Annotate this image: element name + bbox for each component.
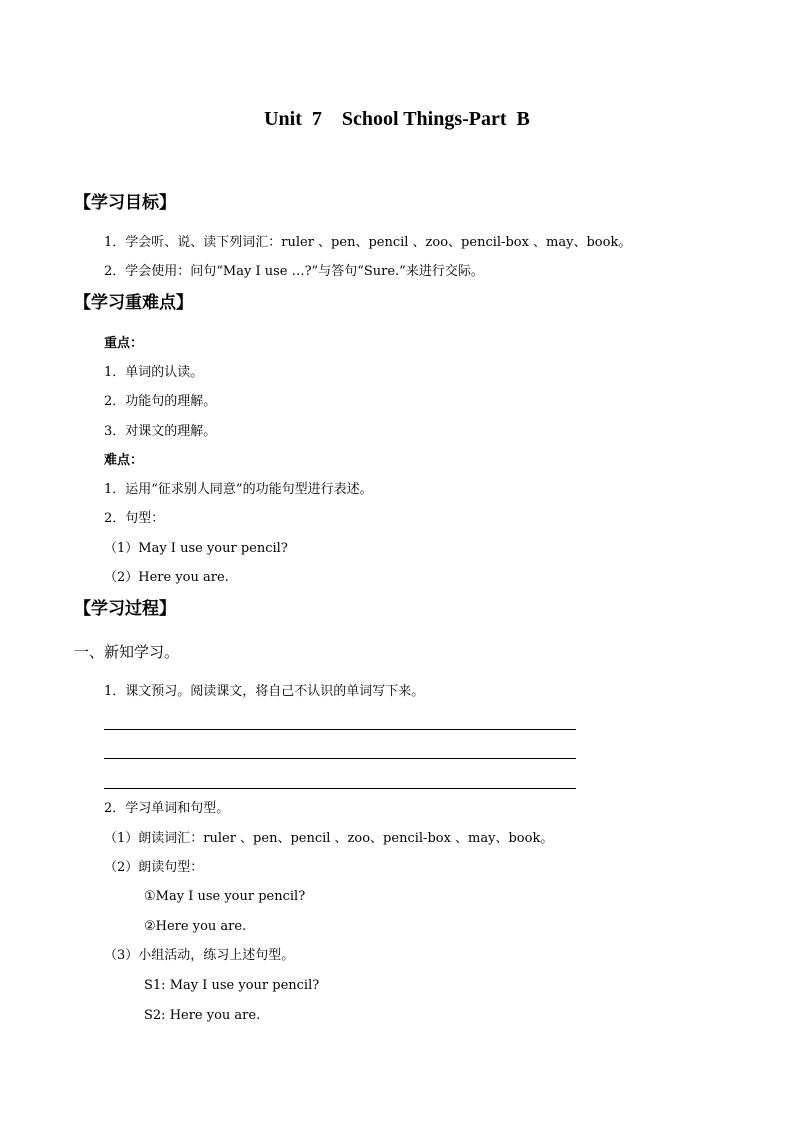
section-new-knowledge: 一、新知学习。 [74, 643, 180, 661]
key-item-1: 1．单词的认读。 [104, 365, 204, 380]
key-item-2: 2．功能句的理解。 [104, 394, 217, 409]
goal-item-1: 1．学会听、说、读下列词汇：ruler 、pen、pencil 、zoo、pencil-box 、may、book。 [104, 235, 632, 250]
goals-heading: 【学习目标】 [74, 193, 176, 213]
answer-line-3 [104, 788, 576, 789]
dialogue-line-1: S1: May I use your pencil? [144, 978, 320, 993]
step-2-item-1: （1）朗读词汇：ruler 、pen、pencil 、zoo、pencil-box 、may、book。 [104, 831, 554, 846]
difficult-item-3: （1）May I use your pencil? [104, 541, 288, 556]
difficult-label: 难点： [104, 453, 144, 468]
step-1: 1．课文预习。阅读课文，将自己不认识的单词写下来。 [104, 684, 425, 699]
difficult-item-2: 2．句型： [104, 511, 165, 526]
keypoints-heading: 【学习重难点】 [74, 293, 193, 313]
key-item-3: 3．对课文的理解。 [104, 424, 217, 439]
difficult-item-1: 1．运用“征求别人同意”的功能句型进行表述。 [104, 482, 373, 497]
step-2: 2．学习单词和句型。 [104, 801, 230, 816]
answer-line-2 [104, 758, 576, 759]
group-activity: （3）小组活动，练习上述句型。 [104, 948, 295, 963]
document-title: Unit 7 School Things-Part B [264, 108, 530, 130]
goal-item-2: 2．学会使用：问句“May I use …?”与答句“Sure.”来进行交际。 [104, 264, 484, 279]
step-2-item-2: （2）朗读句型： [104, 860, 204, 875]
answer-line-1 [104, 729, 576, 730]
sentence-2: ②Here you are. [144, 919, 247, 934]
key-label: 重点： [104, 336, 144, 351]
difficult-item-4: （2）Here you are. [104, 570, 229, 585]
process-heading: 【学习过程】 [74, 599, 176, 619]
sentence-1: ①May I use your pencil? [144, 889, 306, 904]
dialogue-line-2: S2: Here you are. [144, 1008, 261, 1023]
